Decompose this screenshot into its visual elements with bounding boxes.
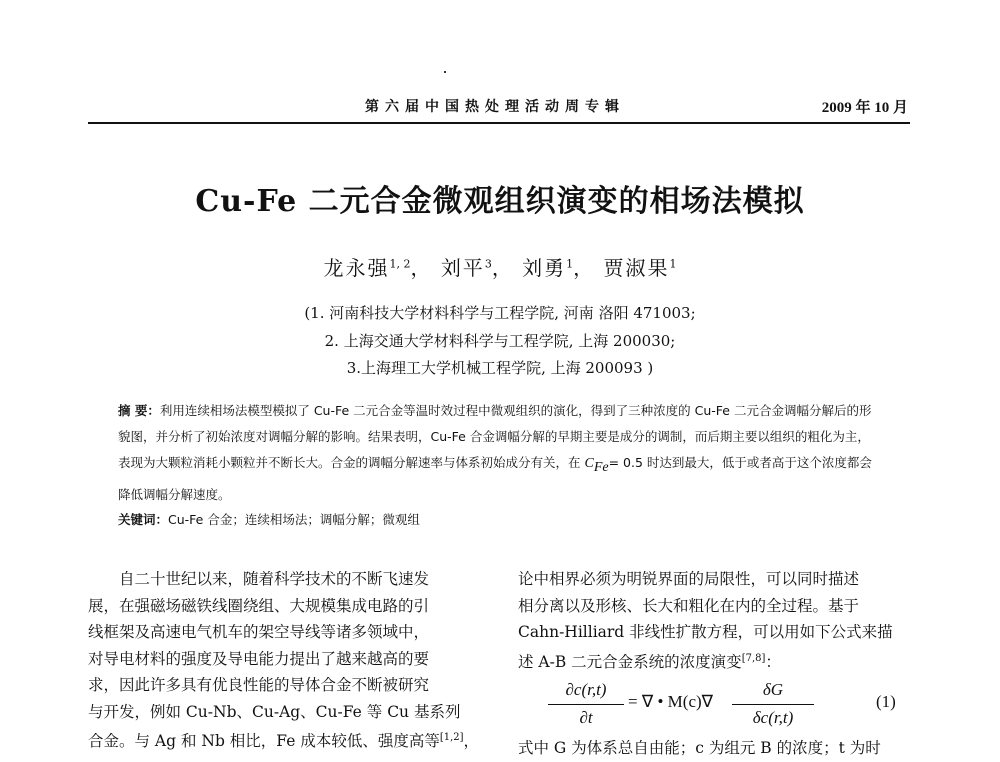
author-sep: ，	[410, 256, 433, 280]
author-sep: ，	[491, 256, 514, 280]
author-sep: ，	[573, 256, 596, 280]
body-line: 与开发，例如 Cu-Nb、Cu-Ag、Cu-Fe 等 Cu 基系列	[88, 702, 461, 721]
equation-operator: = ∇ • M(c)∇	[628, 692, 714, 712]
body-line-text: 合金。与 Ag 和 Nb 相比，Fe 成本较低、强度高等	[88, 732, 440, 751]
paper-title: Cu-Fe 二元合金微观组织演变的相场法模拟	[195, 184, 805, 219]
author-affil: 3	[484, 257, 492, 271]
body-line: 相分离以及形核、长大和粗化在内的全过程。基于	[518, 596, 860, 615]
body-line	[88, 725, 498, 755]
abstract	[118, 398, 880, 508]
lhs-numerator: ∂c(r,t)	[548, 677, 624, 705]
author-list	[0, 252, 1000, 281]
equation-1	[518, 675, 918, 735]
author-affil: 1	[669, 257, 677, 271]
affiliation-1: (1. 河南科技大学材料科学与工程学院, 河南 洛阳 471003;	[304, 304, 696, 322]
body-line: 线框架及高速电气机车的架空导线等诸多领域中，	[88, 623, 430, 641]
issue-date: 2009 年 10 月	[821, 100, 908, 116]
author-affil: 1, 2	[389, 257, 411, 271]
body-line: Cahn-Hilliard 非线性扩散方程，可以用如下公式来描	[518, 623, 893, 641]
concentration-subscript: Fe	[593, 459, 609, 475]
lhs-denominator: ∂t	[579, 707, 593, 727]
body-line-tail: ：	[765, 652, 781, 671]
body-column-right	[518, 566, 918, 762]
body-line	[518, 646, 918, 676]
body-line: 对导电材料的强度及导电能力提出了越来越高的要	[88, 649, 430, 668]
keywords-text: Cu-Fe 合金；连续相场法；调幅分解；微观组	[168, 512, 420, 527]
author-name: 龙永强	[323, 256, 390, 280]
body-column-left	[88, 566, 498, 755]
running-head: 第六届中国热处理活动周专辑	[365, 99, 625, 115]
body-line: 展，在强磁场磁铁线圈绕组、大规模集成电路的引	[88, 596, 430, 615]
abstract-text: 利用连续相场法模型模拟了 Cu-Fe 二元合金等温时效过程中微观组织的演化，得到了三种浓度的 Cu-Fe 二元合金调幅分解后的形貌图，并分析了初始浓度对调幅分解的影响。结果表明，Cu-Fe 合金调幅分解的早期主要是成分的调制，而后期主要以组织的粗化为主，表现为大颗粒消耗小颗粒并不断长大。合金的调幅分解速率与体系初始成分有关，在	[118, 403, 872, 470]
rhs-numerator: δG	[732, 677, 814, 705]
keywords-label: 关键词：	[118, 512, 169, 527]
citation: [7,8]	[741, 652, 766, 664]
abstract-label: 摘 要：	[118, 403, 160, 418]
rhs-fraction	[732, 677, 814, 731]
affiliation-2: 2. 上海交通大学材料科学与工程学院, 上海 200030;	[324, 332, 676, 350]
author-affil: 1	[566, 257, 574, 271]
body-line: 自二十世纪以来，随着科学技术的不断飞速发	[88, 570, 430, 588]
body-line: 求，因此许多具有优良性能的导体合金不断被研究	[88, 676, 430, 694]
affiliation-3: 3.上海理工大学机械工程学院, 上海 200093 )	[346, 359, 654, 377]
scan-speck	[444, 71, 446, 73]
lhs-fraction	[548, 677, 624, 731]
body-line-tail: ，	[463, 732, 480, 751]
author-name: 刘勇	[522, 256, 567, 280]
abstract-text-end: = 0.5 时达到最大，低于或者高于这个浓度都会降低调幅分解速度。	[118, 455, 872, 502]
equation-number: (1)	[876, 692, 896, 712]
keywords	[118, 510, 880, 528]
body-line-text: 述 A-B 二元合金系统的浓度演变	[518, 652, 742, 671]
concentration-symbol: C	[584, 456, 594, 471]
body-line: 论中相界必须为明锐界面的局限性，可以同时描述	[518, 570, 860, 588]
author-name: 贾淑果	[603, 256, 670, 280]
rhs-denominator: δc(r,t)	[752, 707, 794, 727]
citation: [1,2]	[439, 732, 464, 743]
body-line: 式中 G 为体系总自由能；c 为组元 B 的浓度；t 为时	[518, 739, 881, 758]
header-rule	[88, 122, 910, 124]
author-name: 刘平	[440, 256, 485, 280]
